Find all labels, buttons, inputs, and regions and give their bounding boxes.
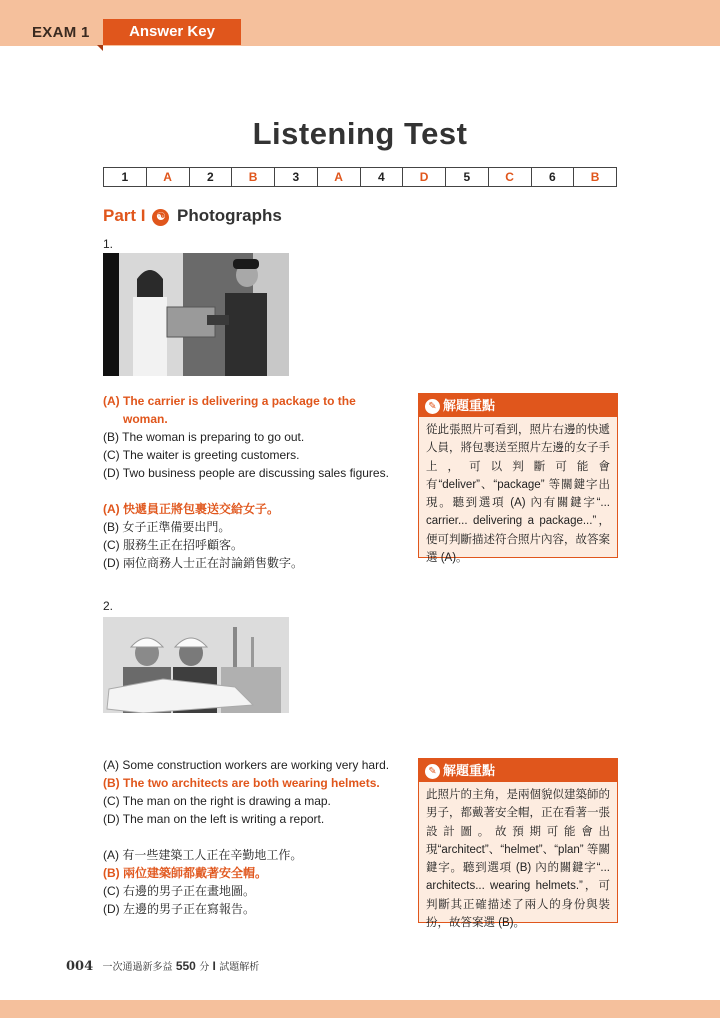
answer-letter: A xyxy=(317,168,360,187)
photo-architects xyxy=(103,617,289,713)
q1-option-a xyxy=(103,392,403,428)
question-number: 5 xyxy=(446,168,489,187)
q2-option-b-zh: (B) 兩位建築師都戴著安全帽。 xyxy=(103,866,267,880)
q2-note-box xyxy=(418,758,618,930)
q2-option-b: (B) The two architects are both wearing helmets. xyxy=(103,776,380,790)
architects-photo-image xyxy=(103,617,289,713)
page-number: 004 xyxy=(66,959,94,974)
answer-letter: B xyxy=(574,168,617,187)
q1-option-b: (B) The woman is preparing to go out. xyxy=(103,430,305,444)
page-title: Listening Test xyxy=(252,116,468,151)
q1-note-header xyxy=(419,394,617,417)
q2-option-d-zh: (D) 左邊的男子正在寫報告。 xyxy=(103,902,255,916)
answer-letter: B xyxy=(232,168,275,187)
q2-option-c-zh: (C) 右邊的男子正在畫地圖。 xyxy=(103,884,255,898)
bottom-band xyxy=(0,1000,720,1018)
q2-option-a: (A) Some construction workers are working very hard. xyxy=(103,758,390,772)
pencil-icon: ✎ xyxy=(425,764,440,779)
q1-note-box xyxy=(418,393,618,565)
question-number: 6 xyxy=(531,168,574,187)
q2-option-d: (D) The man on the left is writing a report. xyxy=(103,812,325,826)
book-title-a: 一次通過新多益 xyxy=(102,962,173,973)
footer-separator: I xyxy=(212,959,216,973)
q1-option-b-zh: (B) 女子正準備要出門。 xyxy=(103,520,231,534)
question-number: 4 xyxy=(360,168,403,187)
q1-option-a-line1: (A) The carrier is delivering a package to the xyxy=(103,394,356,408)
q1-note-body: 從此張照片可看到，照片右邊的快遞人員，將包裹送至照片左邊的女子手上，可以判斷可能會有“deliver”、“package” 等關鍵字出現。聽到選項 (A) 內有關鍵字“... carrier... delivering a package...”，便可判斷描述符合照片內容，故答案選 (A)。 xyxy=(426,424,610,565)
answer-key-tab: Answer Key xyxy=(103,19,241,45)
part-number: Part I xyxy=(103,206,146,225)
answer-letter: A xyxy=(146,168,189,187)
q2-note-header xyxy=(419,759,617,782)
q2-note-body: 此照片的主角，是兩個貌似建築師的男子，都戴著安全帽，正在看著一張設計圖。故預期可能會出現“architect”、“helmet”、“plan” 等關鍵字。聽到選項 (B) 內的關鍵字“... architects... wearing helmets.”，可判斷其正確描述了兩人的身份與裝扮，故答案選 (B)。 xyxy=(426,789,610,930)
question-number: 3 xyxy=(275,168,318,187)
pencil-icon: ✎ xyxy=(425,399,440,414)
q1-option-c: (C) The waiter is greeting customers. xyxy=(103,448,300,462)
q1-option-d-zh: (D) 兩位商務人士正在討論銷售數字。 xyxy=(103,556,303,570)
question-2-number: 2. xyxy=(103,599,114,613)
question-number: 1 xyxy=(104,168,147,187)
exam-label: EXAM 1 xyxy=(32,24,90,41)
q2-note-title: 解題重點 xyxy=(443,763,496,778)
book-score: 550 xyxy=(175,959,196,973)
question-number: 2 xyxy=(189,168,232,187)
part-label: Photographs xyxy=(177,206,282,225)
q1-option-d: (D) Two business people are discussing sales figures. xyxy=(103,466,389,480)
q1-option-a-line2: woman. xyxy=(123,412,168,426)
delivery-photo-image xyxy=(103,253,289,376)
photo-delivery xyxy=(103,253,289,376)
q2-option-c: (C) The man on the right is drawing a map. xyxy=(103,794,331,808)
page-footer xyxy=(66,958,259,974)
answer-letter: C xyxy=(488,168,531,187)
q1-note-title: 解題重點 xyxy=(443,398,496,413)
book-title-b: 分 xyxy=(199,962,210,973)
section-name: 試題解析 xyxy=(219,962,260,973)
part-heading xyxy=(103,206,282,226)
answer-row xyxy=(104,168,617,187)
q1-option-a-zh: (A) 快遞員正將包裹送交給女子。 xyxy=(103,502,279,516)
headphone-icon: ☯ xyxy=(152,209,169,226)
question-1-number: 1. xyxy=(103,237,114,251)
answer-table xyxy=(103,167,617,187)
q1-option-c-zh: (C) 服務生正在招呼顧客。 xyxy=(103,538,243,552)
answer-letter: D xyxy=(403,168,446,187)
q2-option-a-zh: (A) 有一些建築工人正在辛勤地工作。 xyxy=(103,848,303,862)
